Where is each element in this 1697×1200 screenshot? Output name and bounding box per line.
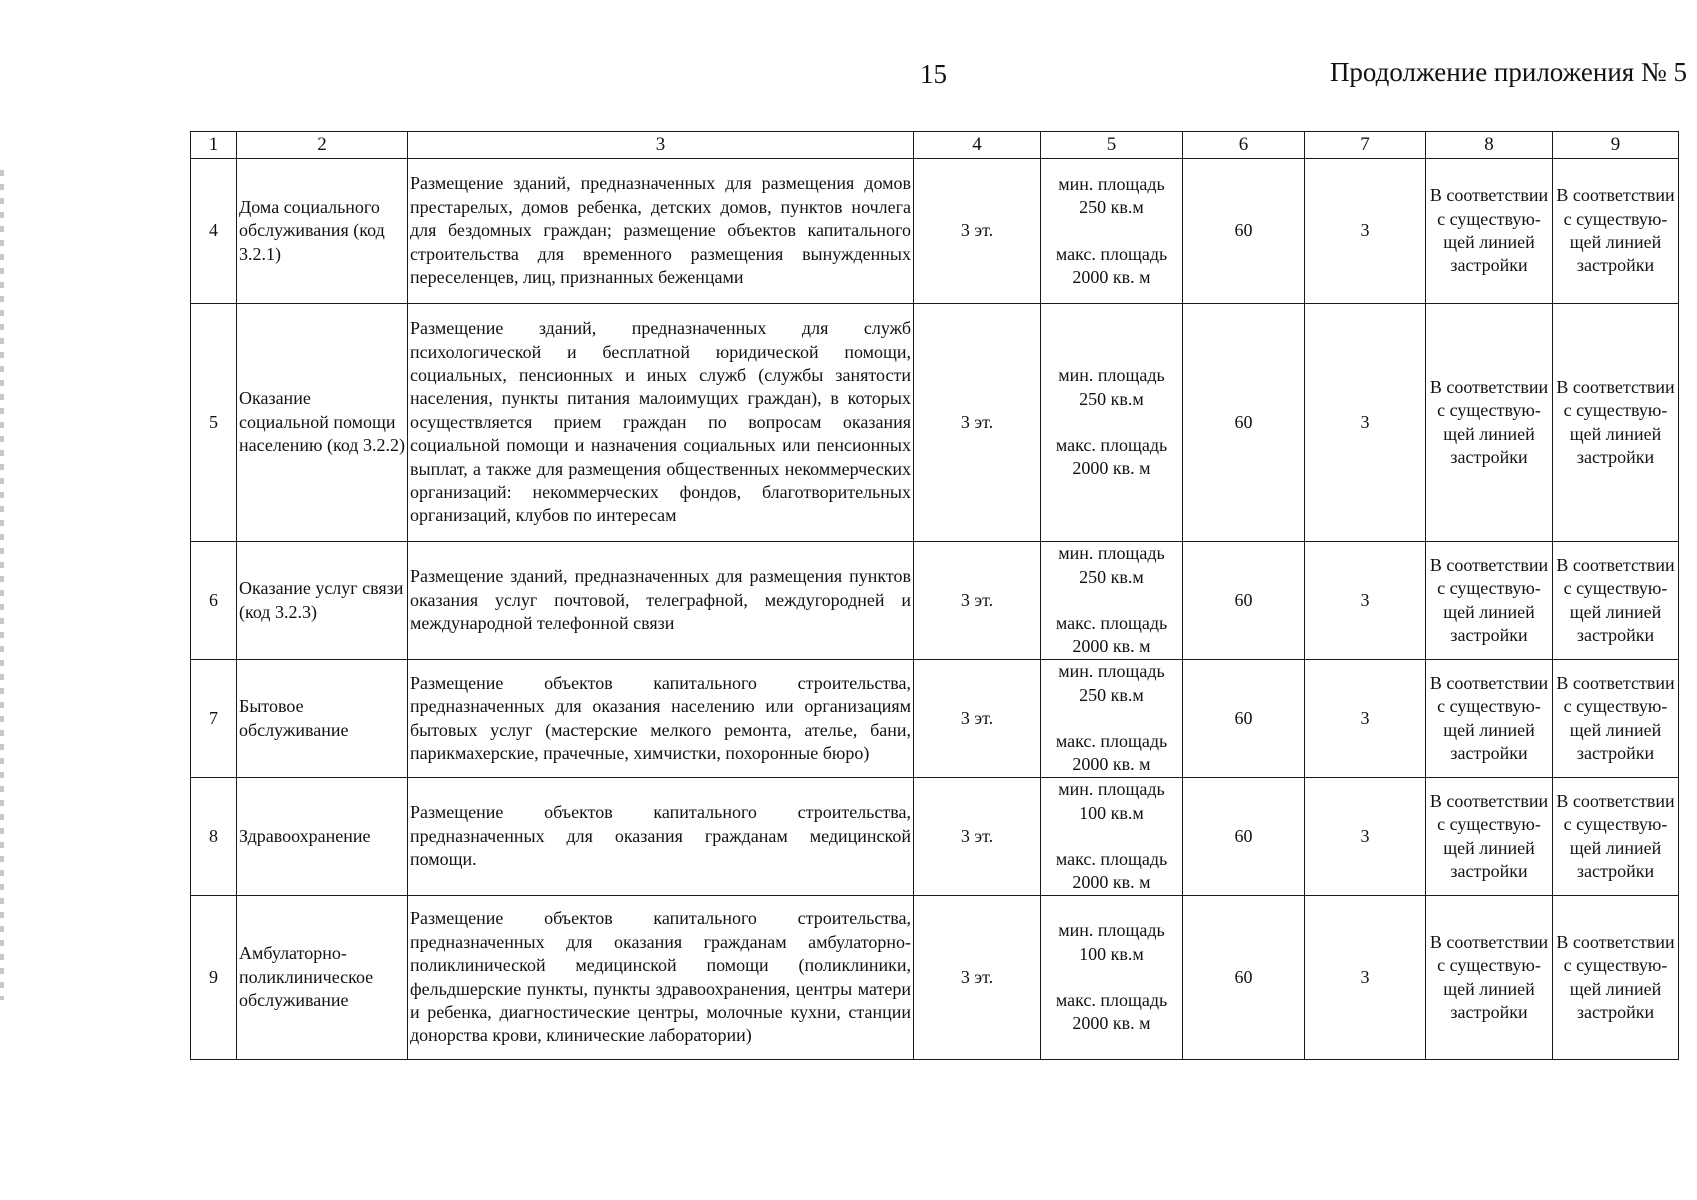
building-line-note: В соответствии с существую-щей линией застройки: [1426, 159, 1553, 304]
max-area: макс. площадь 2000 кв. м: [1055, 990, 1168, 1034]
building-line-note: В соответствии с существую-щей линией застройки: [1426, 896, 1553, 1060]
column-header: 9: [1553, 132, 1679, 159]
use-type-name: Оказание услуг связи (код 3.2.3): [237, 542, 408, 660]
coverage-percent: 60: [1183, 159, 1305, 304]
plot-area-cell: [1041, 542, 1183, 660]
column-header: 2: [237, 132, 408, 159]
column-header: 8: [1426, 132, 1553, 159]
use-description: Размещение зданий, предназначенных для размещения домов престарелых, домов ребенка, детских домов, пунктов ночлега для бездомных граждан; размещение объектов капитального строительства для временного размещения вынужденных переселенцев, лиц, признанных беженцами: [408, 159, 914, 304]
building-line-note: В соответствии с существую-щей линией застройки: [1553, 896, 1679, 1060]
scan-edge-artifact: [0, 170, 4, 1000]
column-header: 7: [1305, 132, 1426, 159]
table-row: [191, 778, 1679, 896]
max-floors: 3 эт.: [914, 896, 1041, 1060]
column-header: 1: [191, 132, 237, 159]
building-line-note: В соответствии с существую-щей линией застройки: [1553, 304, 1679, 542]
max-area: макс. площадь 2000 кв. м: [1055, 849, 1168, 893]
column-header: 5: [1041, 132, 1183, 159]
plot-area-cell: [1041, 660, 1183, 778]
max-floors: 3 эт.: [914, 660, 1041, 778]
use-description: Размещение зданий, предназначенных для служб психологической и бесплатной юридической помощи, социальных, пенсионных и иных служб (службы занятости населения, пункты питания малоимущих граждан), в которых осуществляется прием граждан по вопросам оказания социальной помощи и назначения социальных или пенсионных выплат, а также для размещения общественных некоммерческих организаций: некоммерческих фондов, благотворительных организаций, клубов по интересам: [408, 304, 914, 542]
row-number: 6: [191, 542, 237, 660]
building-line-note: В соответствии с существую-щей линией застройки: [1426, 660, 1553, 778]
setback-value: 3: [1305, 896, 1426, 1060]
setback-value: 3: [1305, 660, 1426, 778]
column-header: 6: [1183, 132, 1305, 159]
use-type-name: Амбулаторно-поликлиническое обслуживание: [237, 896, 408, 1060]
table-row: [191, 896, 1679, 1060]
min-area: мин. площадь 250 кв.м: [1058, 173, 1165, 218]
min-area: мин. площадь 250 кв.м: [1058, 661, 1165, 705]
table-row: [191, 660, 1679, 778]
min-area: мин. площадь 100 кв.м: [1058, 920, 1165, 964]
row-number: 4: [191, 159, 237, 304]
use-type-name: Оказание социальной помощи населению (код 3.2.2): [237, 304, 408, 542]
max-area: макс. площадь 2000 кв. м: [1055, 731, 1168, 775]
max-floors: 3 эт.: [914, 159, 1041, 304]
plot-area-cell: [1041, 778, 1183, 896]
row-number: 8: [191, 778, 237, 896]
building-line-note: В соответствии с существую-щей линией застройки: [1553, 159, 1679, 304]
building-line-note: В соответствии с существую-щей линией застройки: [1426, 542, 1553, 660]
table-row: [191, 304, 1679, 542]
building-line-note: В соответствии с существую-щей линией застройки: [1553, 660, 1679, 778]
row-number: 9: [191, 896, 237, 1060]
use-type-name: Здравоохранение: [237, 778, 408, 896]
row-number: 7: [191, 660, 237, 778]
table-row: [191, 159, 1679, 304]
column-header: 4: [914, 132, 1041, 159]
table-header-row: [191, 132, 1679, 159]
coverage-percent: 60: [1183, 778, 1305, 896]
max-floors: 3 эт.: [914, 304, 1041, 542]
plot-area-cell: [1041, 896, 1183, 1060]
min-area: мин. площадь 250 кв.м: [1058, 365, 1165, 409]
table-row: [191, 542, 1679, 660]
coverage-percent: 60: [1183, 896, 1305, 1060]
setback-value: 3: [1305, 542, 1426, 660]
max-floors: 3 эт.: [914, 778, 1041, 896]
use-description: Размещение объектов капитального строительства, предназначенных для оказания населению или организациям бытовых услуг (мастерские мелкого ремонта, ателье, бани, парикмахерские, прачечные, химчистки, похоронные бюро): [408, 660, 914, 778]
min-area: мин. площадь 250 кв.м: [1058, 543, 1165, 587]
building-line-note: В соответствии с существую-щей линией застройки: [1426, 778, 1553, 896]
coverage-percent: 60: [1183, 542, 1305, 660]
column-header: 3: [408, 132, 914, 159]
setback-value: 3: [1305, 304, 1426, 542]
max-area: макс. площадь 2000 кв. м: [1055, 613, 1168, 657]
setback-value: 3: [1305, 159, 1426, 304]
max-area: макс. площадь 2000 кв. м: [1055, 243, 1168, 287]
row-number: 5: [191, 304, 237, 542]
building-line-note: В соответствии с существую-щей линией застройки: [1553, 778, 1679, 896]
building-line-note: В соответствии с существую-щей линией застройки: [1553, 542, 1679, 660]
coverage-percent: 60: [1183, 304, 1305, 542]
setback-value: 3: [1305, 778, 1426, 896]
appendix-continuation-title: Продолжение приложения № 5: [1329, 57, 1687, 87]
min-area: мин. площадь 100 кв.м: [1058, 779, 1165, 823]
zoning-parameters-table: [190, 131, 1679, 1060]
building-line-note: В соответствии с существую-щей линией застройки: [1426, 304, 1553, 542]
use-description: Размещение объектов капитального строительства, предназначенных для оказания гражданам амбулаторно-поликлинической медицинской помощи (поликлиники, фельдшерские пункты, пункты здравоохранения, центры матери и ребенка, диагностические центры, молочные кухни, станции донорства крови, клинические лаборатории): [408, 896, 914, 1060]
use-description: Размещение объектов капитального строительства, предназначенных для оказания гражданам медицинской помощи.: [408, 778, 914, 896]
plot-area-cell: [1041, 159, 1183, 304]
use-type-name: Бытовое обслуживание: [237, 660, 408, 778]
use-type-name: Дома социального обслуживания (код 3.2.1): [237, 159, 408, 304]
use-description: Размещение зданий, предназначенных для размещения пунктов оказания услуг почтовой, телеграфной, междугородней и международной телефонной связи: [408, 542, 914, 660]
max-floors: 3 эт.: [914, 542, 1041, 660]
page-number: 15: [920, 59, 947, 89]
plot-area-cell: [1041, 304, 1183, 542]
coverage-percent: 60: [1183, 660, 1305, 778]
max-area: макс. площадь 2000 кв. м: [1055, 435, 1168, 479]
